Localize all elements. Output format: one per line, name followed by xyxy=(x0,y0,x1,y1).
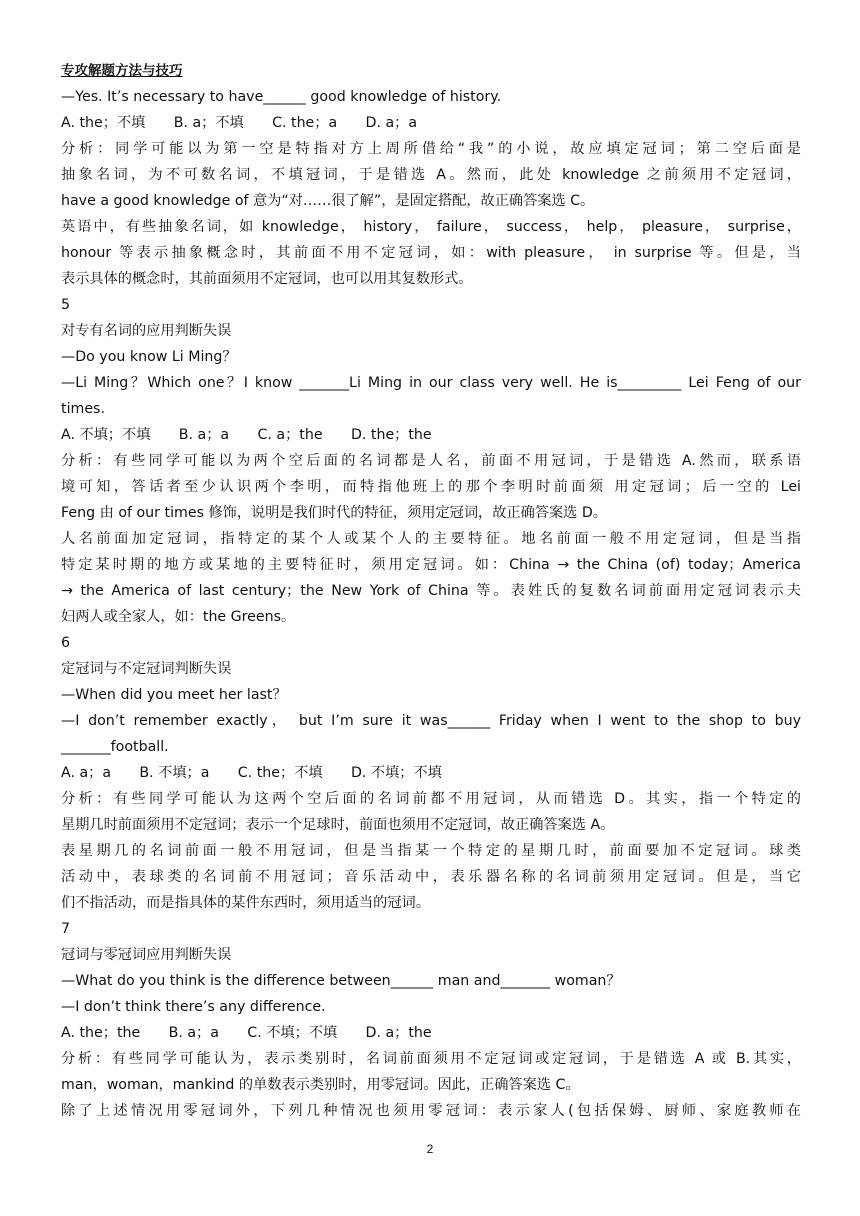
text-line: 定冠词与不定冠词判断失误 xyxy=(61,661,232,677)
text-lines xyxy=(61,84,801,1124)
text-line: have a good knowledge of 意为“对……很了解”，是固定搭配，故正确答案选 C。 xyxy=(61,193,595,209)
text-line: 表星期几的名词前面一般不用冠词，但是当指某一个特定的星期几时，前面要加不定冠词。球类 xyxy=(61,843,801,859)
text-line: → the America of last century；the New York of China 等。表姓氏的复数名词前面用定冠词表示夫 xyxy=(61,583,801,599)
section-header: 专攻解题方法与技巧 xyxy=(61,63,183,79)
text-line: 英语中，有些抽象名词，如 knowledge， history， failure， success， help， pleasure， surprise， xyxy=(61,219,801,235)
text-line: man，woman，mankind 的单数表示类别时，用零冠词。因此，正确答案选 C。 xyxy=(61,1077,580,1093)
text-line: 妇两人或全家人，如：the Greens。 xyxy=(61,609,296,625)
text-line: 表示具体的概念时，其前面须用不定冠词，也可以用其复数形式。 xyxy=(61,271,473,287)
text-line: 对专有名词的应用判断失误 xyxy=(61,323,232,339)
text-line: —Yes. It’s necessary to have______ good knowledge of history. xyxy=(61,89,502,105)
text-line: 们不指活动，而是指具体的某件东西时，须用适当的冠词。 xyxy=(61,895,430,911)
page-number: 2 xyxy=(426,1142,434,1156)
text-line: A. a；a B. 不填；a C. the；不填 D. 不填；不填 xyxy=(61,765,442,781)
text-line: 活动中，表球类的名词前不用冠词；音乐活动中，表乐器名称的名词前须用定冠词。但是，当它 xyxy=(61,869,801,885)
text-line: 冠词与零冠词应用判断失误 xyxy=(61,947,232,963)
text-line: A. 不填；不填 B. a；a C. a；the D. the；the xyxy=(61,427,432,443)
text-line: honour 等表示抽象概念时，其前面不用不定冠词，如：with pleasure， in surprise 等。但是，当 xyxy=(61,245,801,261)
text-line: times. xyxy=(61,401,105,417)
text-line: 特定某时期的地方或某地的主要特征时，须用定冠词。如：China → the China (of) today；America xyxy=(61,557,801,573)
text-line: Feng 由 of our times 修饰，说明是我们时代的特征，须用定冠词，故正确答案选 D。 xyxy=(61,505,607,521)
text-line: 分析：有些同学可能以为两个空后面的名词都是人名，前面不用冠词，于是错选 A.然而，联系语 xyxy=(61,453,801,469)
text-line: 7 xyxy=(61,921,71,937)
text-line: 除了上述情况用零冠词外，下列几种情况也须用零冠词：表示家人(包括保姆、厨师、家庭教师在 xyxy=(61,1103,801,1119)
text-line: 分析：有些同学可能认为这两个空后面的名词前都不用冠词，从而错选 D。其实，指一个特定的 xyxy=(61,791,801,807)
text-line: 人名前面加定冠词，指特定的某个人或某个人的主要特征。地名前面一般不用定冠词，但是当指 xyxy=(61,531,801,547)
document-body xyxy=(61,58,801,1124)
text-line: 分析：同学可能以为第一空是特指对方上周所借给“我”的小说，故应填定冠词；第二空后面是 xyxy=(61,141,801,157)
text-line: A. the；不填 B. a；不填 C. the；a D. a；a xyxy=(61,115,418,131)
text-line: 5 xyxy=(61,297,71,313)
text-line: —Li Ming？Which one？I know _______Li Ming in our class very well. He is_________ Lei Feng of our xyxy=(61,375,801,391)
text-line: —I don’t remember exactly， but I’m sure it was______ Friday when I went to the shop to buy xyxy=(61,713,801,729)
text-line: —I don’t think there’s any difference. xyxy=(61,999,326,1015)
text-line: 星期几时前面须用不定冠词；表示一个足球时，前面也须用不定冠词，故正确答案选 A。 xyxy=(61,817,615,833)
text-line: —When did you meet her last？ xyxy=(61,687,287,703)
text-line: —Do you know Li Ming？ xyxy=(61,349,237,365)
text-line: 抽象名词，为不可数名词，不填冠词，于是错选 A。然而，此处 knowledge 之前须用不定冠词， xyxy=(61,167,801,183)
text-line: 6 xyxy=(61,635,71,651)
text-line: _______football. xyxy=(61,739,169,755)
text-line: —What do you think is the difference between______ man and_______ woman？ xyxy=(61,973,621,989)
text-line: A. the；the B. a；a C. 不填；不填 D. a；the xyxy=(61,1025,432,1041)
text-line: 分析：有些同学可能认为，表示类别时，名词前面须用不定冠词或定冠词，于是错选 A 或 B.其实， xyxy=(61,1051,801,1067)
text-line: 境可知，答话者至少认识两个李明，而特指他班上的那个李明时前面须 用定冠词；后一空的 Lei xyxy=(61,479,801,495)
